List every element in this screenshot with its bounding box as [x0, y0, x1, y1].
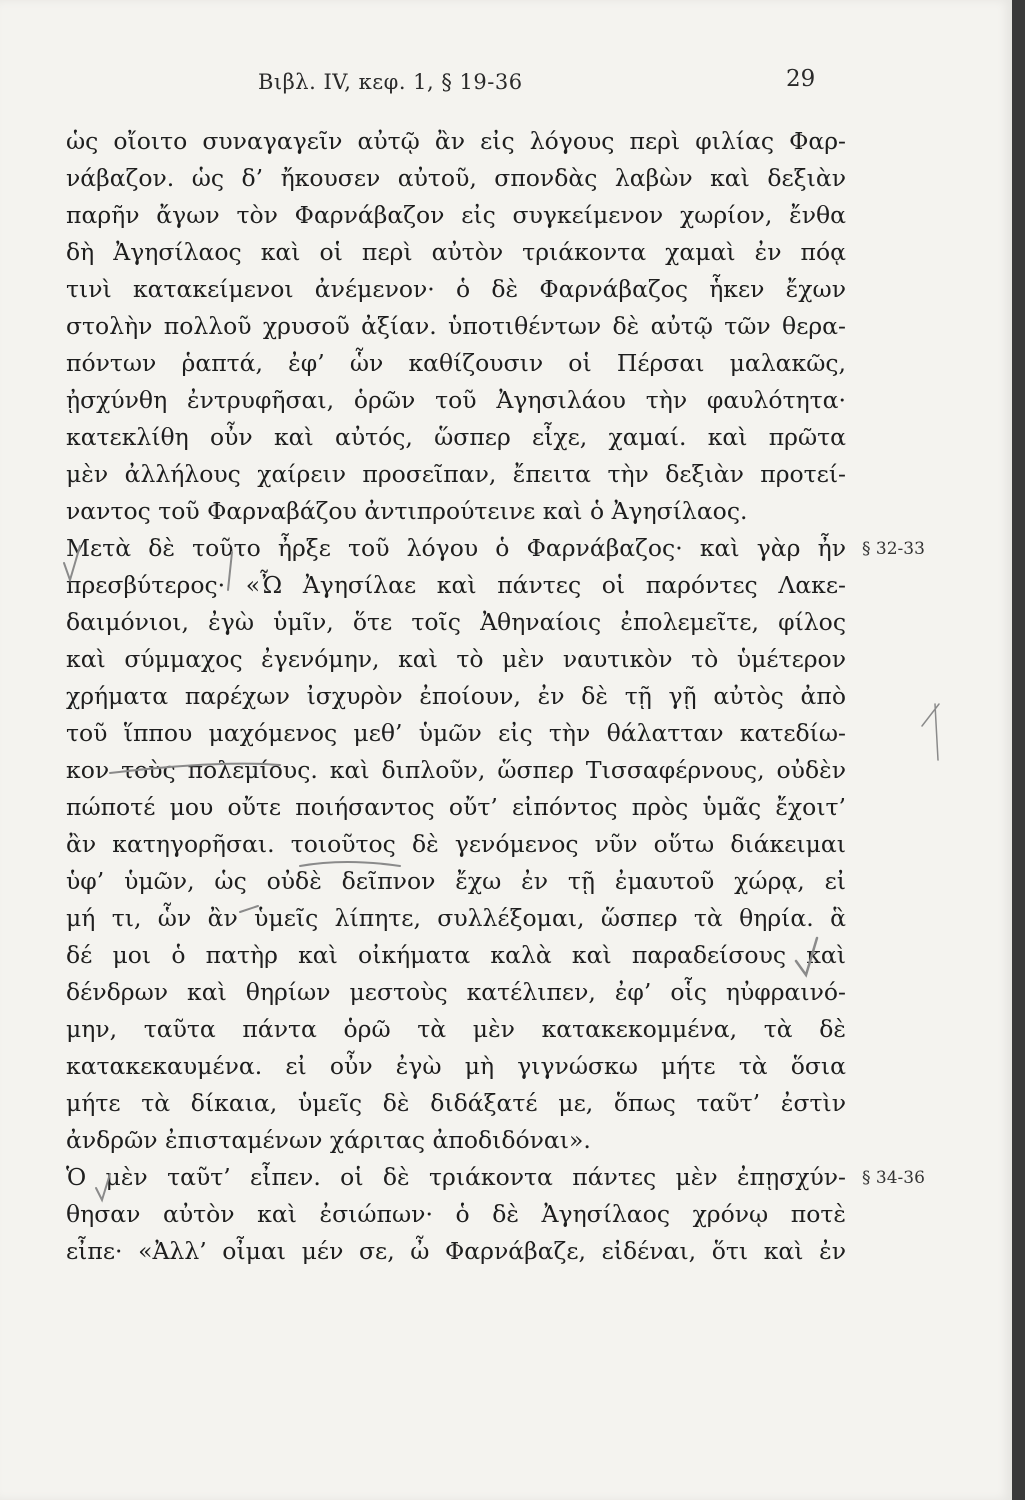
text-line: τοῦ ἵππου μαχόμενος μεθ’ ὑμῶν εἰς τὴν θάλατταν κατεδίω-: [66, 719, 846, 747]
text-line: μή τι, ὧν ἂν ὑμεῖς λίπητε, συλλέξομαι, ὥσπερ τὰ θηρία. ἃ: [66, 904, 846, 932]
text-line: δὴ Ἀγησίλαος καὶ οἱ περὶ αὐτὸν τριάκοντα χαμαὶ ἐν πόᾳ: [66, 238, 846, 266]
text-line: ναντος τοῦ Φαρναβάζου ἀντιπρούτεινε καὶ ὁ Ἀγησίλαος.: [66, 497, 748, 525]
running-header: Βιβλ. IV, κεφ. 1, § 19-36: [258, 70, 523, 94]
text-line: ᾐσχύνθη ἐντρυφῆσαι, ὁρῶν τοῦ Ἀγησιλάου τὴν φαυλότητα·: [66, 386, 846, 414]
text-line: μήτε τὰ δίκαια, ὑμεῖς δὲ διδάξατέ με, ὅπως ταῦτ’ ἐστὶν: [66, 1089, 846, 1117]
text-line: θησαν αὐτὸν καὶ ἐσιώπων· ὁ δὲ Ἀγησίλαος χρόνῳ ποτὲ: [66, 1200, 846, 1228]
text-line: παρῆν ἄγων τὸν Φαρνάβαζον εἰς συγκείμενον χωρίον, ἔνθα: [66, 201, 846, 229]
section-margin-note: § 34-36: [862, 1168, 925, 1188]
section-margin-note: § 32-33: [862, 539, 925, 559]
text-line: νάβαζον. ὡς δ’ ἤκουσεν αὐτοῦ, σπονδὰς λαβὼν καὶ δεξιὰν: [66, 164, 846, 192]
text-line: Ὁ μὲν ταῦτ’ εἶπεν. οἱ δὲ τριάκοντα πάντες μὲν ἐπῃσχύν-: [66, 1163, 846, 1191]
text-line: εἶπε· «Ἀλλ’ οἶμαι μέν σε, ὦ Φαρνάβαζε, εἰδέναι, ὅτι καὶ ἐν: [66, 1237, 846, 1265]
text-line: ἂν κατηγορῆσαι. τοιοῦτος δὲ γενόμενος νῦν οὕτω διάκειμαι: [66, 830, 846, 858]
text-line: κατεκλίθη οὖν καὶ αὐτός, ὥσπερ εἶχε, χαμαί. καὶ πρῶτα: [66, 423, 846, 451]
page-edge: [1012, 0, 1025, 1500]
text-line: μὲν ἀλλήλους χαίρειν προσεῖπαν, ἔπειτα τὴν δεξιὰν προτεί-: [66, 460, 846, 488]
text-line: πόντων ῥαπτά, ἐφ’ ὧν καθίζουσιν οἱ Πέρσαι μαλακῶς,: [66, 349, 846, 377]
text-line: καὶ σύμμαχος ἐγενόμην, καὶ τὸ μὲν ναυτικὸν τὸ ὑμέτερον: [66, 645, 846, 673]
text-line: ὡς οἴοιτο συναγαγεῖν αὐτῷ ἂν εἰς λόγους περὶ φιλίας Φαρ-: [66, 127, 846, 155]
text-line: δέ μοι ὁ πατὴρ καὶ οἰκήματα καλὰ καὶ παραδείσους καὶ: [66, 941, 846, 969]
text-line: πρεσβύτερος· «Ὦ Ἀγησίλαε καὶ πάντες οἱ παρόντες Λακε-: [66, 571, 846, 599]
text-line: Μετὰ δὲ τοῦτο ἦρξε τοῦ λόγου ὁ Φαρνάβαζος· καὶ γὰρ ἦν: [66, 534, 846, 562]
text-line: ἀνδρῶν ἐπισταμένων χάριτας ἀποδιδόναι».: [66, 1126, 591, 1154]
text-line: πώποτέ μου οὔτε ποιήσαντος οὔτ’ εἰπόντος πρὸς ὑμᾶς ἔχοιτ’: [66, 793, 846, 821]
text-line: δένδρων καὶ θηρίων μεστοὺς κατέλιπεν, ἐφ’ οἷς ηὐφραινό-: [66, 978, 846, 1006]
text-line: στολὴν πολλοῦ χρυσοῦ ἀξίαν. ὑποτιθέντων δὲ αὐτῷ τῶν θερα-: [66, 312, 846, 340]
text-line: χρήματα παρέχων ἰσχυρὸν ἐποίουν, ἐν δὲ τῇ γῇ αὐτὸς ἀπὸ: [66, 682, 846, 710]
text-line: κον τοὺς πολεμίους. καὶ διπλοῦν, ὥσπερ Τισσαφέρνους, οὐδὲν: [66, 756, 846, 784]
text-line: τινὶ κατακείμενοι ἀνέμενον· ὁ δὲ Φαρνάβαζος ἧκεν ἔχων: [66, 275, 846, 303]
margin-numeral-stroke: [922, 704, 939, 760]
text-line: μην, ταῦτα πάντα ὁρῶ τὰ μὲν κατακεκομμένα, τὰ δὲ: [66, 1015, 846, 1043]
page-number: 29: [786, 66, 816, 92]
text-line: ὑφ’ ὑμῶν, ὡς οὐδὲ δεῖπνον ἔχω ἐν τῇ ἐμαυτοῦ χώρᾳ, εἰ: [66, 867, 846, 895]
text-line: δαιμόνιοι, ἐγὼ ὑμῖν, ὅτε τοῖς Ἀθηναίοις ἐπολεμεῖτε, φίλος: [66, 608, 846, 636]
text-line: κατακεκαυμένα. εἰ οὖν ἐγὼ μὴ γιγνώσκω μήτε τὰ ὅσια: [66, 1052, 846, 1080]
